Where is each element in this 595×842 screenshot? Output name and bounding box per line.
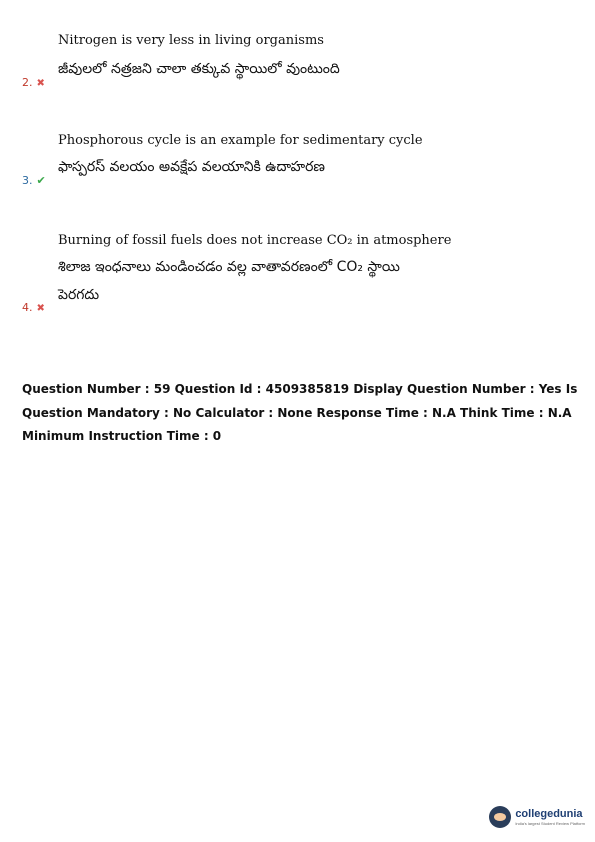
option-1-telugu-line-1: జీవులలో నత్రజని చాలా తక్కువ స్థాయిలో వుంటుంది bbox=[58, 61, 340, 77]
option-1-english: Nitrogen is very less in living organisms bbox=[58, 33, 324, 48]
option-2-telugu-line-1: ఫాస్పరస్ వలయం అవక్షేప వలయానికి ఉదాహరణ bbox=[58, 159, 325, 175]
brand-tagline: India's largest Student Review Platform bbox=[515, 820, 585, 826]
option-2-number bbox=[22, 76, 45, 89]
option-number-label: 2. bbox=[22, 76, 33, 89]
option-4-number bbox=[22, 301, 45, 314]
wrong-mark-icon: ✖ bbox=[36, 78, 45, 89]
option-3-telugu-line-2: పెరగదు bbox=[58, 287, 100, 303]
option-3-number bbox=[22, 174, 46, 187]
wrong-mark-icon: ✖ bbox=[36, 303, 45, 314]
option-3-english: Burning of fossil fuels does not increase CO₂ in atmosphere bbox=[58, 233, 452, 248]
option-3-telugu-line-1: శిలాజ ఇంధనాలు మండించడం వల్ల వాతావరణంలో CO₂ స్థాయి bbox=[58, 259, 400, 275]
correct-check-icon: ✔ bbox=[36, 174, 46, 187]
question-metadata: Question Number : 59 Question Id : 4509385819 Display Question Number : Yes Is Question Mandatory : No Calculator : None Response Time : N.A Think Time : N.A Minimum Instruction Time : 0 bbox=[22, 382, 578, 443]
option-number-label: 3. bbox=[22, 174, 33, 187]
option-2-english: Phosphorous cycle is an example for sedimentary cycle bbox=[58, 133, 423, 148]
footer-logo bbox=[489, 806, 585, 828]
logo-text bbox=[515, 809, 585, 826]
brand-name: collegedunia bbox=[515, 807, 583, 820]
collegedunia-mascot-icon bbox=[489, 806, 511, 828]
option-number-label: 4. bbox=[22, 301, 33, 314]
